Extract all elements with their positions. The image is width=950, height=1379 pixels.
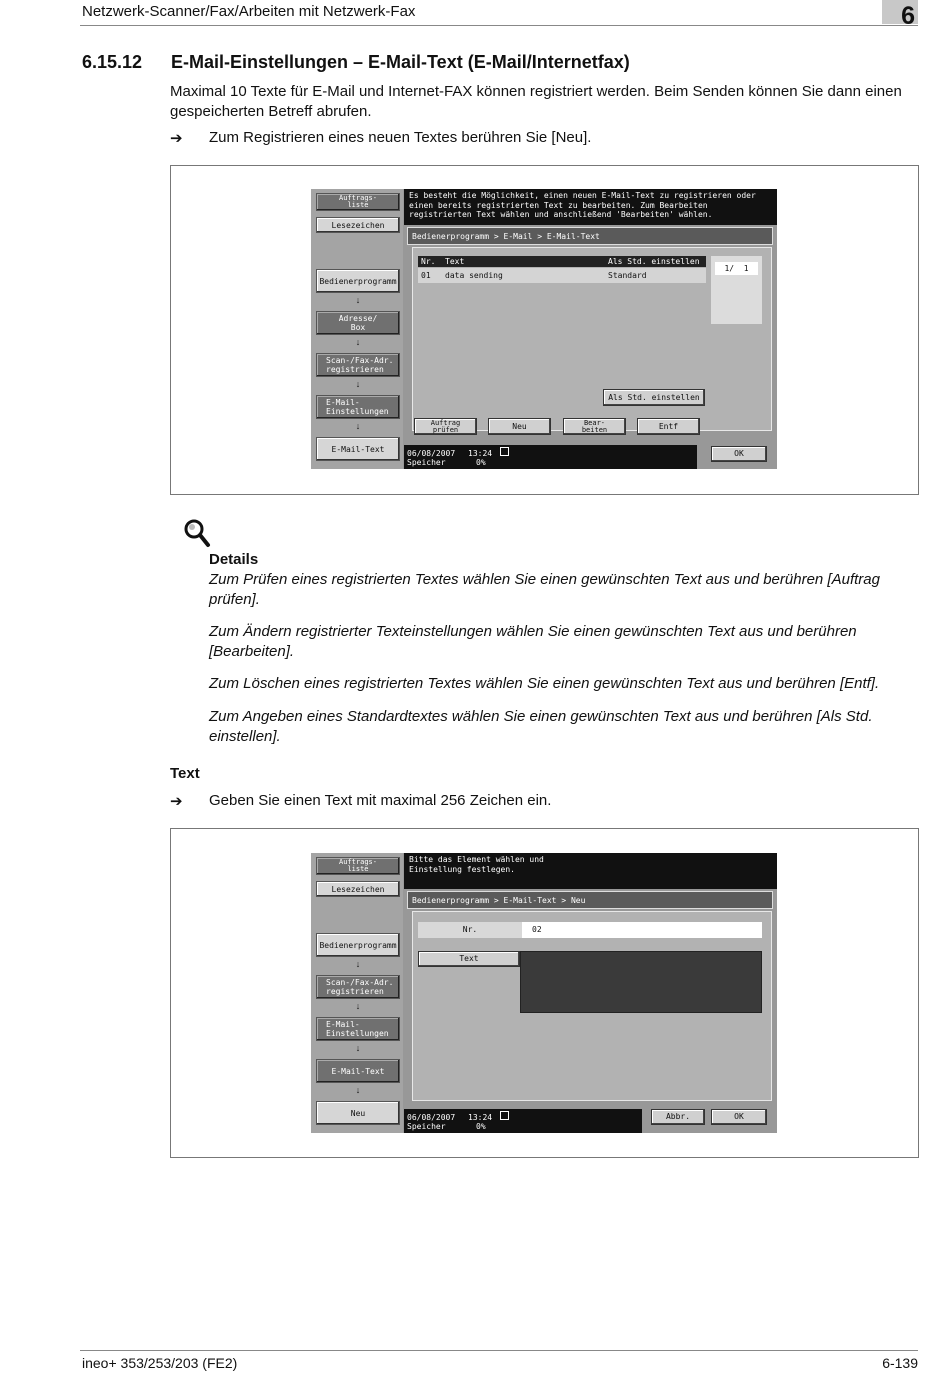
job-list-button[interactable]: Auftrags- liste bbox=[316, 193, 400, 211]
row-nr: 01 bbox=[421, 271, 431, 280]
status-date: 06/08/2007 bbox=[407, 449, 456, 458]
ok-button[interactable]: OK bbox=[711, 446, 767, 462]
step-arrow-icon: ➔ bbox=[170, 130, 183, 147]
nav-utility-button[interactable]: Bedienerprogramm bbox=[316, 933, 400, 957]
details-paragraph: Zum Angeben eines Standardtextes wählen Sie einen gewünschten Text aus und berühren [Als Std. einstellen]. bbox=[209, 708, 873, 745]
network-icon bbox=[500, 1111, 509, 1120]
status-bar bbox=[404, 1109, 642, 1133]
nav-email-settings-button[interactable]: E-Mail- Einstellungen bbox=[316, 1017, 400, 1041]
delete-button[interactable]: Entf bbox=[637, 418, 700, 435]
nav-arrow-icon: ↓ bbox=[355, 421, 361, 431]
nav-scan-fax-button[interactable]: Scan-/Fax-Adr. registrieren bbox=[316, 353, 400, 377]
running-header: Netzwerk-Scanner/Fax/Arbeiten mit Netzwerk-Fax bbox=[82, 3, 416, 20]
nav-new-button[interactable]: Neu bbox=[316, 1101, 400, 1125]
breadcrumb: Bedienerprogramm > E-Mail > E-Mail-Text bbox=[407, 227, 773, 245]
message-bar: Bitte das Element wählen und Einstellung festlegen. bbox=[404, 853, 777, 889]
section-number: 6.15.12 bbox=[82, 52, 143, 72]
nav-arrow-icon: ↓ bbox=[355, 337, 361, 347]
step-instruction: Zum Registrieren eines neuen Textes berühren Sie [Neu]. bbox=[209, 129, 592, 146]
edit-button[interactable]: Bear- beiten bbox=[563, 418, 626, 435]
nr-label: Nr. bbox=[418, 922, 522, 938]
memory-value: 0% bbox=[476, 458, 486, 467]
nav-scan-fax-button[interactable]: Scan-/Fax-Adr. registrieren bbox=[316, 975, 400, 999]
page-indicator: 1/ 1 bbox=[715, 262, 758, 275]
intro-paragraph: Maximal 10 Texte für E-Mail und Internet-FAX können registriert werden. Beim Senden können Sie dann einen gespeicherten Betreff abrufen. bbox=[170, 83, 902, 120]
details-heading: Details bbox=[209, 551, 259, 568]
nav-address-box-button[interactable]: Adresse/ Box bbox=[316, 311, 400, 335]
status-time: 13:24 bbox=[468, 449, 493, 458]
details-paragraph: Zum Löschen eines registrierten Textes wählen Sie einen gewünschten Text aus und berühren [Entf]. bbox=[209, 675, 880, 692]
new-button[interactable]: Neu bbox=[488, 418, 551, 435]
nav-arrow-icon: ↓ bbox=[355, 959, 361, 969]
text-input-field[interactable] bbox=[520, 951, 762, 1013]
status-time: 13:24 bbox=[468, 1113, 493, 1122]
step-instruction: Geben Sie einen Text mit maximal 256 Zeichen ein. bbox=[209, 792, 552, 809]
column-header-text: Text bbox=[445, 257, 465, 266]
nav-arrow-icon: ↓ bbox=[355, 295, 361, 305]
row-default: Standard bbox=[608, 271, 647, 280]
footer-rule bbox=[80, 1350, 918, 1351]
page-box bbox=[711, 256, 762, 324]
page-number: 6-139 bbox=[882, 1355, 918, 1371]
nav-email-settings-button[interactable]: E-Mail- Einstellungen bbox=[316, 395, 400, 419]
check-job-button[interactable]: Auftrag prüfen bbox=[414, 418, 477, 435]
ok-button[interactable]: OK bbox=[711, 1109, 767, 1125]
message-bar: Es besteht die Möglichkeit, einen neuen E-Mail-Text zu registrieren oder einen bereits registrierten Text zu bearbeiten. Zum Bearbeiten registrierten Text wählen und anschließend 'Bearbeiten' wählen. bbox=[404, 189, 777, 225]
nav-arrow-icon: ↓ bbox=[355, 1001, 361, 1011]
bookmark-button[interactable]: Lesezeichen bbox=[316, 881, 400, 897]
cancel-button[interactable]: Abbr. bbox=[651, 1109, 705, 1125]
nav-arrow-icon: ↓ bbox=[355, 1043, 361, 1053]
network-icon bbox=[500, 447, 509, 456]
nav-utility-button[interactable]: Bedienerprogramm bbox=[316, 269, 400, 293]
job-list-button[interactable]: Auftrags- liste bbox=[316, 857, 400, 875]
details-paragraph: Zum Prüfen eines registrierten Textes wählen Sie einen gewünschten Text aus und berühren [Auftrag prüfen]. bbox=[209, 571, 880, 608]
footer-model: ineo+ 353/253/203 (FE2) bbox=[82, 1355, 238, 1371]
chapter-number: 6 bbox=[882, 0, 918, 24]
header-rule bbox=[80, 25, 918, 26]
bookmark-button[interactable]: Lesezeichen bbox=[316, 217, 400, 233]
section-title: E-Mail-Einstellungen – E-Mail-Text (E-Mail/Internetfax) bbox=[171, 52, 630, 72]
table-row[interactable] bbox=[418, 268, 706, 283]
row-text: data sending bbox=[445, 271, 503, 280]
column-header-default: Als Std. einstellen bbox=[608, 257, 700, 266]
control-panel-screen-2 bbox=[311, 853, 777, 1133]
table-header bbox=[418, 256, 706, 267]
status-bar bbox=[404, 445, 697, 469]
nr-value: 02 bbox=[522, 922, 762, 938]
nav-email-text-button[interactable]: E-Mail-Text bbox=[316, 437, 400, 461]
magnifier-icon bbox=[183, 518, 211, 553]
status-date: 06/08/2007 bbox=[407, 1113, 456, 1122]
memory-label: Speicher bbox=[407, 1122, 446, 1131]
nav-email-text-button[interactable]: E-Mail-Text bbox=[316, 1059, 400, 1083]
nav-arrow-icon: ↓ bbox=[355, 379, 361, 389]
text-button[interactable]: Text bbox=[418, 951, 520, 967]
memory-value: 0% bbox=[476, 1122, 486, 1131]
nav-arrow-icon: ↓ bbox=[355, 1085, 361, 1095]
details-paragraph: Zum Ändern registrierter Texteinstellungen wählen Sie einen gewünschten Text aus und berühren [Bearbeiten]. bbox=[209, 623, 857, 660]
column-header-nr: Nr. bbox=[421, 257, 436, 266]
set-default-button[interactable]: Als Std. einstellen bbox=[603, 389, 705, 406]
breadcrumb: Bedienerprogramm > E-Mail-Text > Neu bbox=[407, 891, 773, 909]
step-arrow-icon: ➔ bbox=[170, 793, 183, 810]
text-heading: Text bbox=[170, 765, 200, 782]
control-panel-screen-1 bbox=[311, 189, 777, 469]
memory-label: Speicher bbox=[407, 458, 446, 467]
